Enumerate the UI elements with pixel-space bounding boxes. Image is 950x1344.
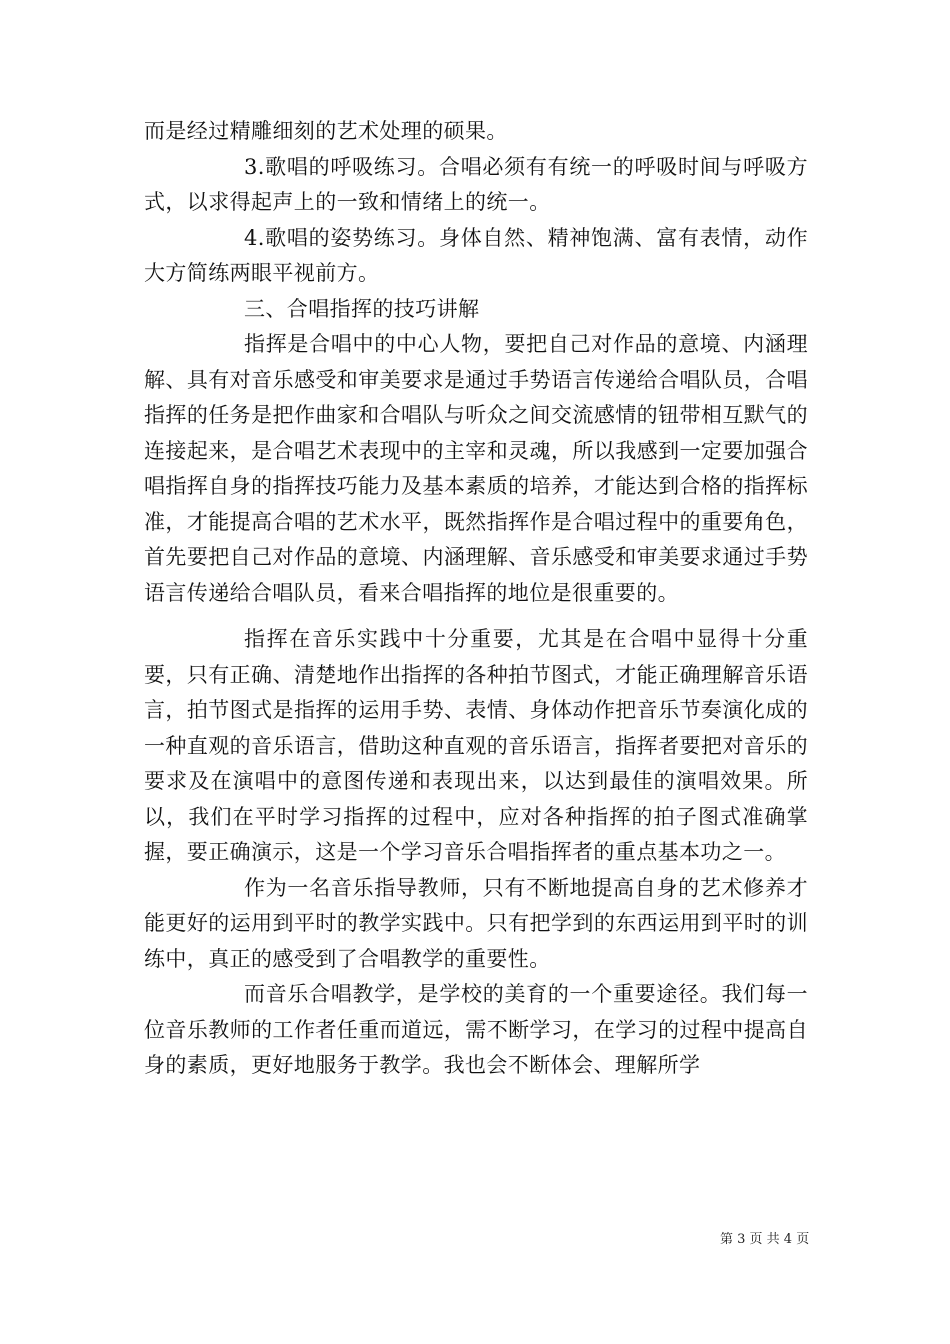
body-text bbox=[144, 114, 808, 1084]
paragraph-teacher-reflection: 作为一名音乐指导教师，只有不断地提高自身的艺术修养才能更好的运用到平时的教学实践中。只有把学到的东西运用到平时的训练中，真正的感受到了合唱教学的重要性。 bbox=[144, 875, 808, 971]
paragraph-posture-practice: 4.歌唱的姿势练习。身体自然、精神饱满、富有表情，动作大方简练两眼平视前方。 bbox=[144, 225, 808, 285]
paragraph-conducting-practice: 指挥在音乐实践中十分重要，尤其是在合唱中显得十分重要，只有正确、清楚地作出指挥的各种拍节图式，才能正确理解音乐语言，拍节图式是指挥的运用手势、表情、身体动作把音乐节奏演化成的一种直观的音乐语言，借助这种直观的音乐语言，指挥者要把对音乐的要求及在演唱中的意图传递和表现出来，以达到最佳的演唱效果。所以，我们在平时学习指挥的过程中，应对各种指挥的拍子图式准确掌握，要正确演示，这是一个学习音乐合唱指挥者的重点基本功之一。 bbox=[144, 627, 808, 864]
page-number: 第 3 页 共 4 页 bbox=[720, 1232, 810, 1247]
paragraph-conductor-role: 指挥是合唱中的中心人物，要把自己对作品的意境、内涵理解、具有对音乐感受和审美要求是通过手势语言传递给合唱队员，合唱指挥的任务是把作曲家和合唱队与听众之间交流感情的钮带相互默气的连接起来，是合唱艺术表现中的主宰和灵魂，所以我感到一定要加强合唱指挥自身的指挥技巧能力及基本素质的培养，才能达到合格的指挥标准，才能提高合唱的艺术水平，既然指挥作是合唱过程中的重要角色，首先要把自己对作品的意境、内涵理解、音乐感受和审美要求通过手势语言传递给合唱队员，看来合唱指挥的地位是很重要的。 bbox=[144, 332, 808, 605]
section-heading: 三、合唱指挥的技巧讲解 bbox=[244, 296, 480, 321]
paragraph-breathing-practice: 3.歌唱的呼吸练习。合唱必须有有统一的呼吸时间与呼吸方式，以求得起声上的一致和情绪上的统一。 bbox=[144, 154, 808, 214]
paragraph-choral-teaching: 而音乐合唱教学，是学校的美育的一个重要途径。我们每一位音乐教师的工作者任重而道远，需不断学习，在学习的过程中提高自身的素质，更好地服务于教学。我也会不断体会、理解所学 bbox=[144, 982, 808, 1077]
paragraph-continuation: 而是经过精雕细刻的艺术处理的硕果。 bbox=[144, 119, 508, 143]
